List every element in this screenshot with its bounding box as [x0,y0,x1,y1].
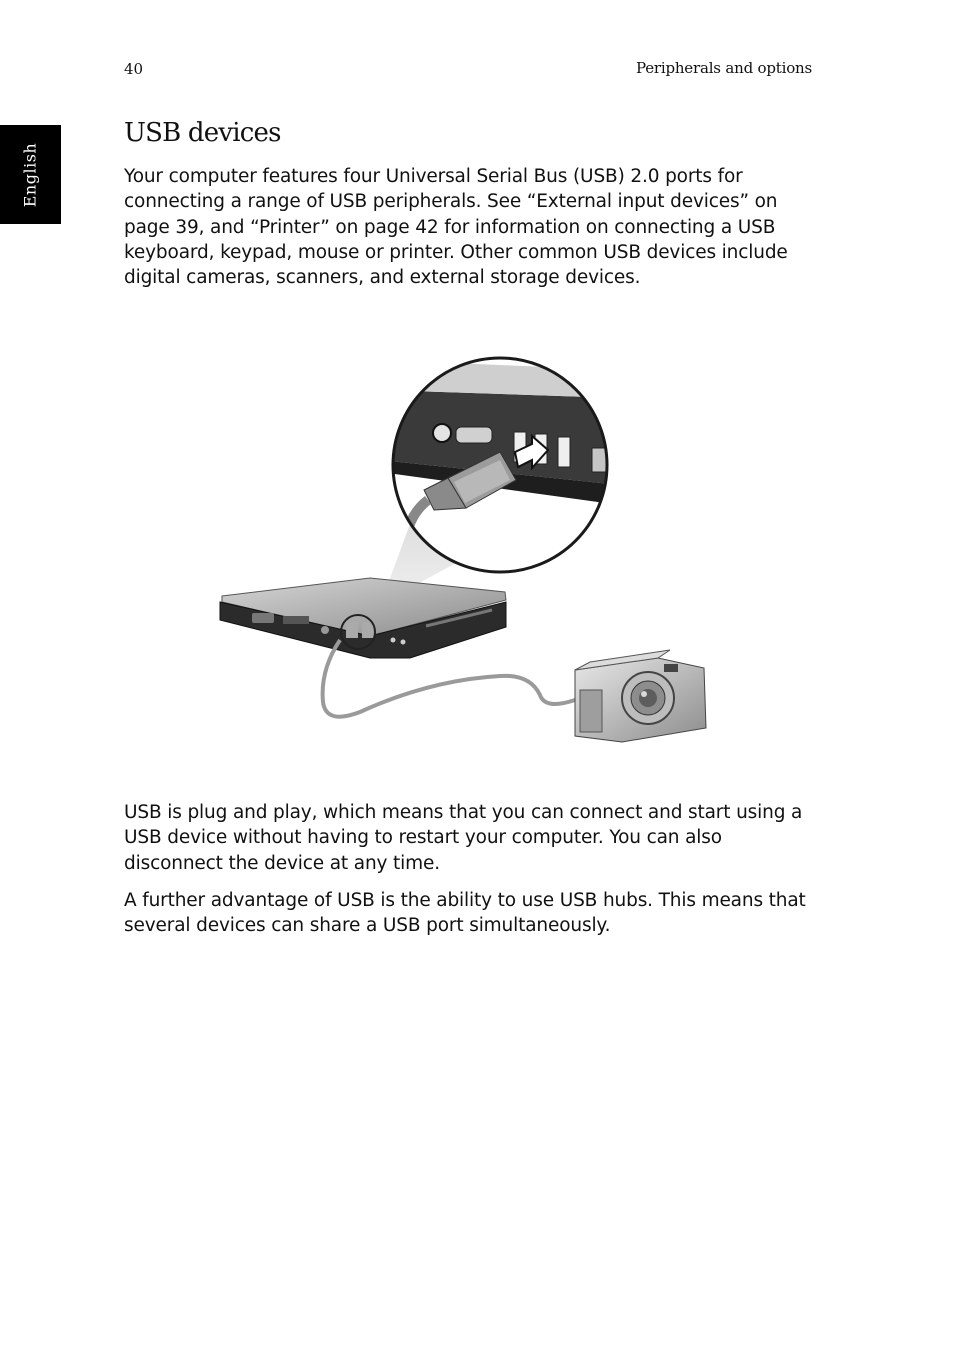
language-tab-label: English [20,142,40,208]
running-head: Peripherals and options [635,59,812,77]
laptop-illustration [220,578,506,658]
page-number: 40 [124,60,144,78]
section-title: USB devices [124,118,281,148]
language-tab [0,125,61,224]
body-paragraph: USB is plug and play, which means that you can connect and start using a USB device without having to restart your computer. You can also disconnect the device at any time. [124,802,803,874]
intro-paragraph: Your computer features four Universal Serial Bus (USB) 2.0 ports for connecting a range of USB peripherals. See “External input devices” on page 39, and “Printer” on page 42 for information on connecting a USB keyboard, keypad, mouse or printer. Other common USB devices include digital cameras, scanners, and external storage devices. [124,166,788,289]
laptop-usb-camera-illustration [180,340,760,760]
digital-camera-illustration [575,650,706,742]
body-paragraph: A further advantage of USB is the ability to use USB hubs. This means that several devices can share a USB port simultaneously. [124,890,806,937]
